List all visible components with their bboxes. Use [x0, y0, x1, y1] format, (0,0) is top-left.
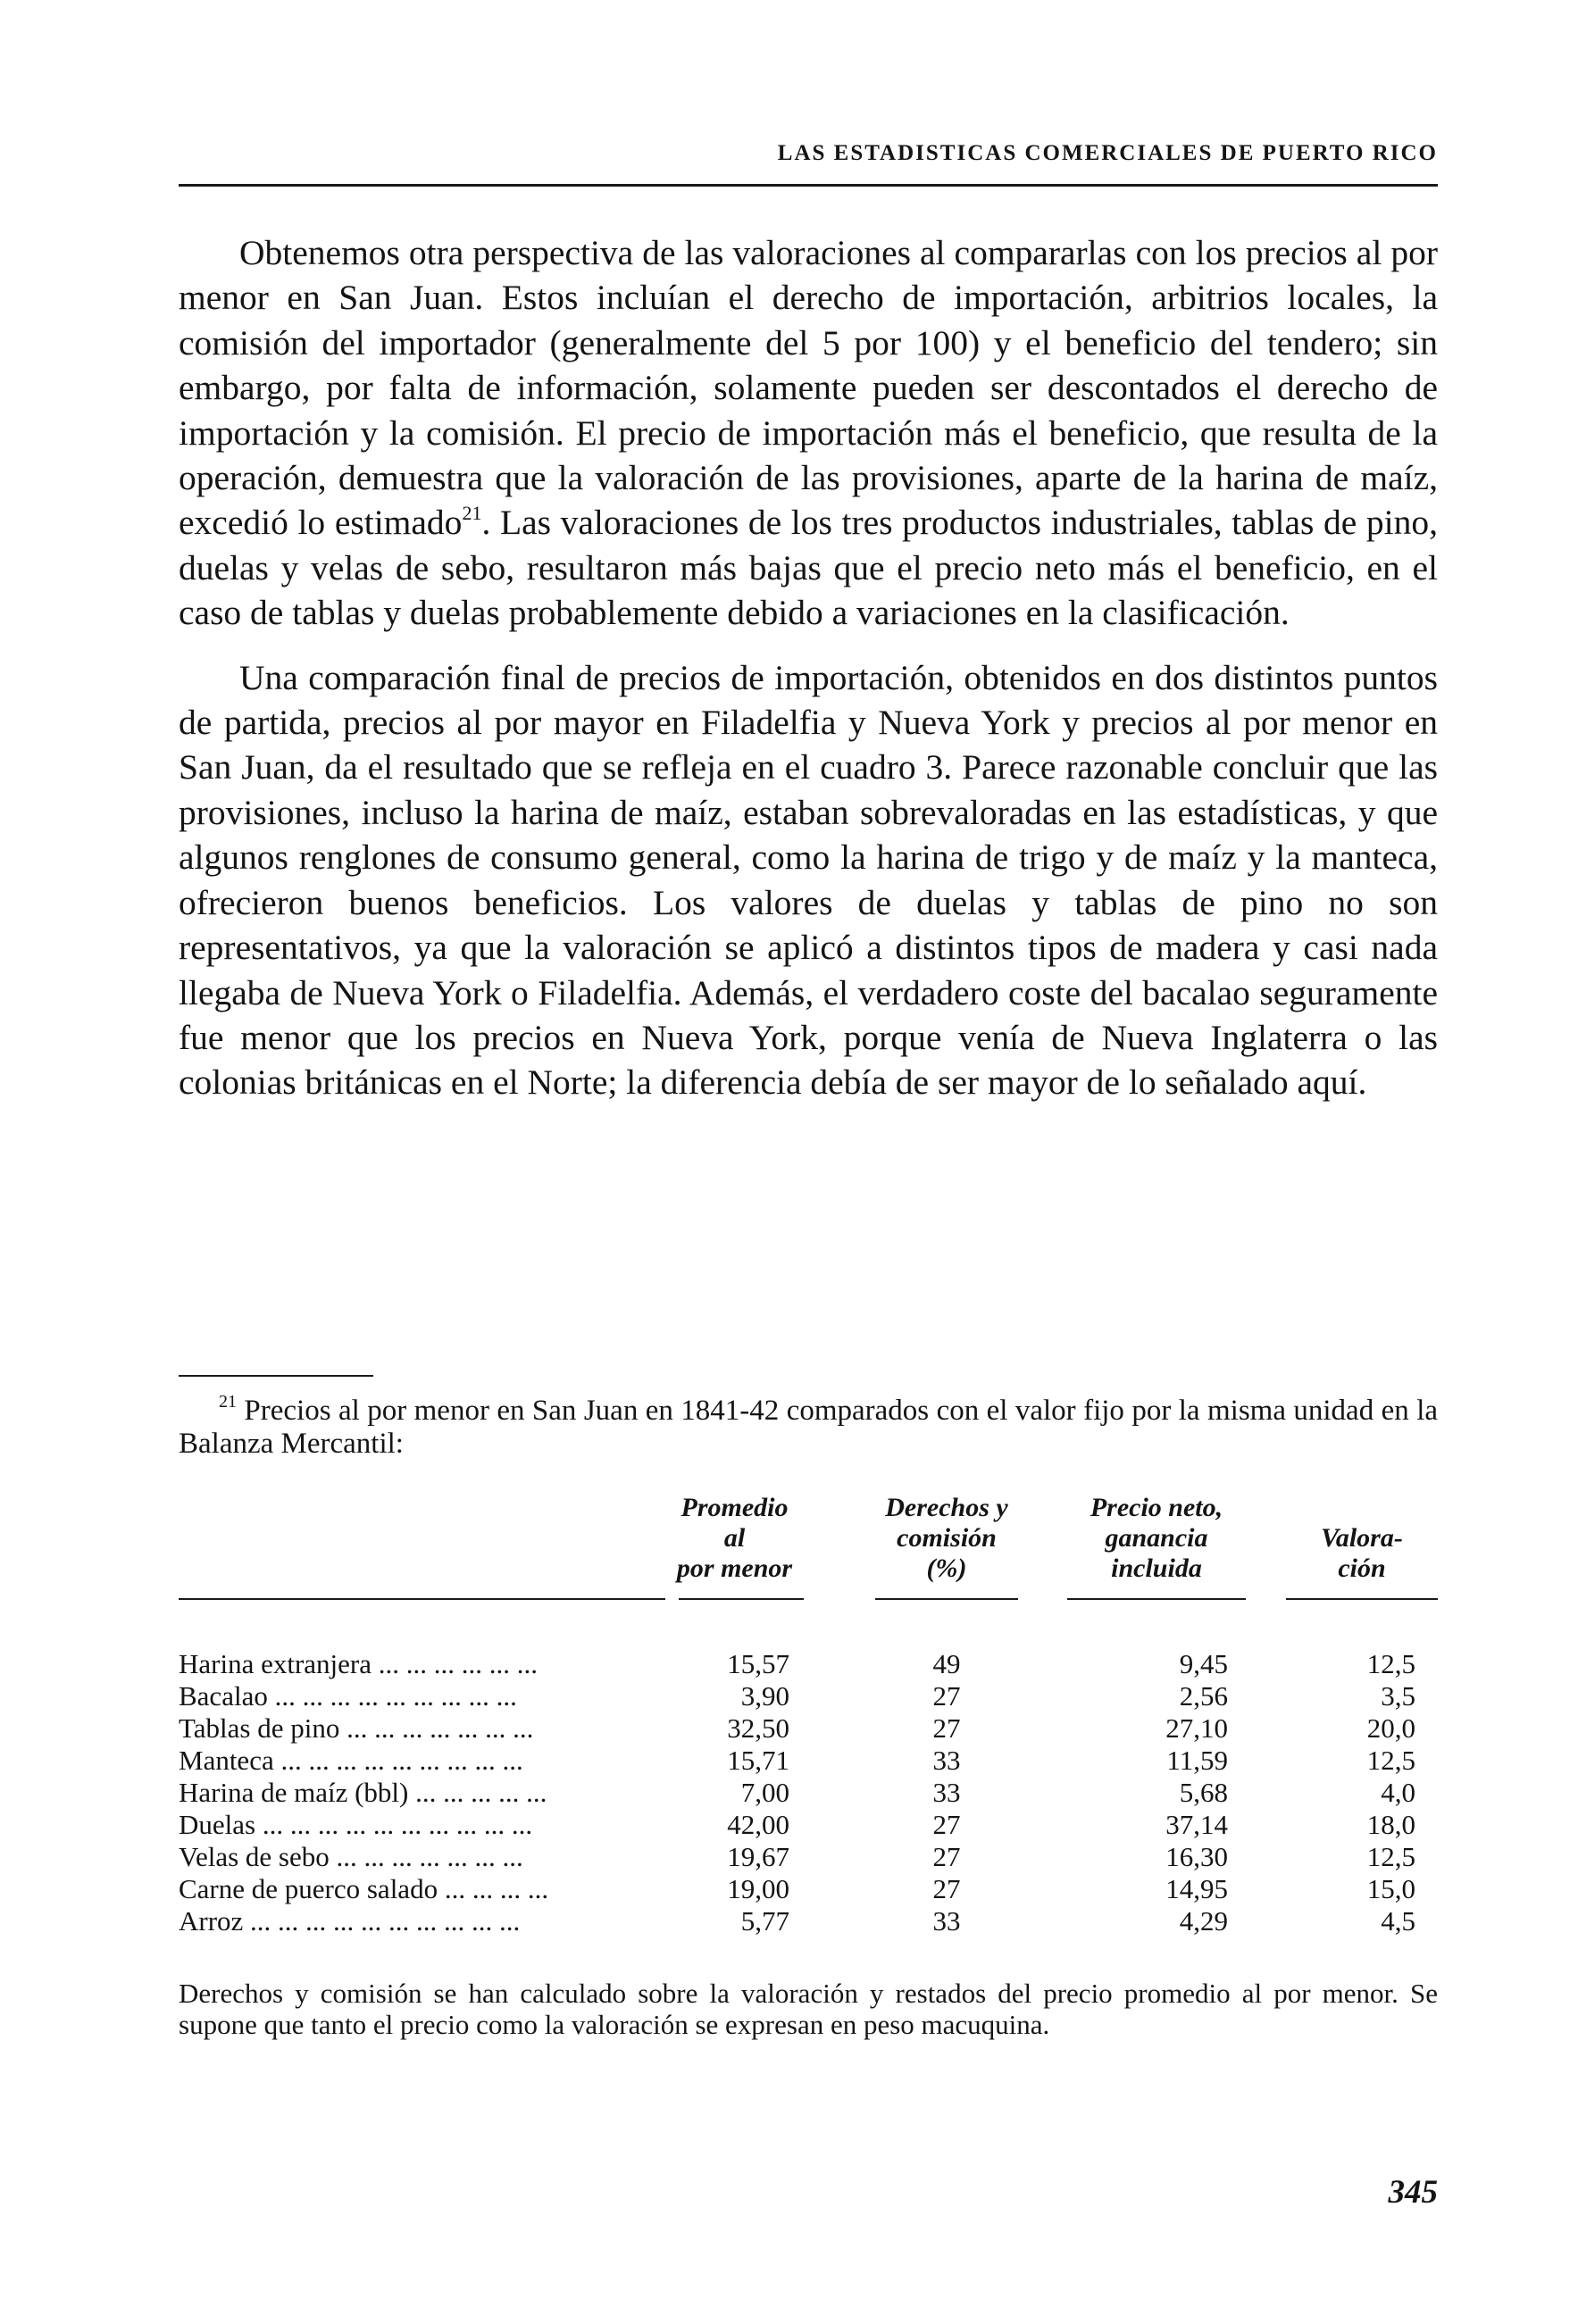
column-header-line: Valora-	[1321, 1523, 1403, 1553]
cell-promedio: 42,00	[727, 1809, 789, 1840]
row-label: Duelas ... ... ... ... ... ... ... ... ... ...	[179, 1809, 533, 1840]
column-header-valoracion	[1286, 1523, 1438, 1584]
row-label: Harina de maíz (bbl) ... ... ... ... ...	[179, 1777, 547, 1808]
cell-precio-neto: 11,59	[1166, 1745, 1228, 1776]
row-label: Carne de puerco salado ... ... ... ...	[179, 1873, 549, 1904]
cell-derechos: 33	[932, 1777, 961, 1808]
cell-derechos: 27	[932, 1680, 961, 1712]
table-row	[179, 1777, 1438, 1809]
cell-valoracion: 12,5	[1366, 1745, 1415, 1776]
column-header-line: Precio neto,	[1090, 1493, 1223, 1522]
cell-precio-neto: 27,10	[1165, 1712, 1228, 1744]
table-row	[179, 1809, 1438, 1841]
cell-promedio: 15,57	[727, 1648, 789, 1679]
cell-derechos: 49	[932, 1648, 961, 1679]
cell-promedio: 19,00	[727, 1873, 789, 1904]
cell-precio-neto: 37,14	[1165, 1809, 1228, 1840]
cell-precio-neto: 16,30	[1165, 1841, 1228, 1872]
footnote-rule	[179, 1375, 373, 1377]
cell-promedio: 5,77	[740, 1905, 789, 1937]
table-row	[179, 1841, 1438, 1873]
column-header-line: (%)	[926, 1553, 967, 1583]
column-header-line: incluida	[1111, 1553, 1202, 1583]
footnote	[179, 1392, 1439, 1461]
table-row	[179, 1712, 1438, 1745]
cell-precio-neto: 5,68	[1179, 1777, 1228, 1808]
page-number: 345	[1388, 2174, 1438, 2211]
running-head: LAS ESTADISTICAS COMERCIALES DE PUERTO RICO	[777, 141, 1438, 165]
cell-promedio: 15,71	[727, 1745, 789, 1776]
cell-valoracion: 4,0	[1381, 1777, 1415, 1808]
paragraph-1-text: Obtenemos otra perspectiva de las valoraciones al compararlas con los precios al por menor en San Juan. Estos incluían el derecho de importación, arbitrios locales, la comisión del importador (generalmente del 5 por 100) y el beneficio del tendero; sin embargo, por falta de información, solamente pueden ser descontados el derecho de importación y la comisión. El precio de importación más el beneficio, que resulta de la operación, demuestra que la valoración de las provisiones, aparte de la harina de maíz, excedió lo estimado	[179, 233, 1438, 543]
column-header-line: Derechos y	[885, 1493, 1008, 1522]
cell-promedio: 32,50	[727, 1712, 789, 1744]
footnote-intro	[179, 1392, 1439, 1461]
cell-derechos: 27	[932, 1809, 961, 1840]
cell-valoracion: 12,5	[1366, 1841, 1415, 1872]
header-rule	[179, 184, 1438, 187]
cell-valoracion: 20,0	[1366, 1712, 1415, 1744]
column-header-line: ción	[1338, 1553, 1386, 1583]
row-label: Harina extranjera ... ... ... ... ... ...	[179, 1648, 539, 1679]
table-rule	[679, 1598, 804, 1600]
cell-precio-neto: 4,29	[1179, 1905, 1228, 1937]
table-row	[179, 1680, 1438, 1712]
row-label: Arroz ... ... ... ... ... ... ... ... ... ...	[179, 1905, 521, 1937]
table-rule	[1286, 1598, 1438, 1600]
row-label: Tablas de pino ... ... ... ... ... ... ...	[179, 1712, 534, 1744]
cell-promedio: 7,00	[740, 1777, 789, 1808]
price-table	[179, 1493, 1438, 1944]
table-rule	[875, 1598, 1018, 1600]
cell-derechos: 27	[932, 1873, 961, 1904]
row-label: Velas de sebo ... ... ... ... ... ... ...	[179, 1841, 523, 1872]
cell-derechos: 27	[932, 1712, 961, 1744]
column-header-line: comisión	[897, 1523, 997, 1553]
main-text	[179, 230, 1438, 1105]
column-header-derechos	[875, 1493, 1018, 1584]
cell-precio-neto: 14,95	[1165, 1873, 1228, 1904]
cell-valoracion: 3,5	[1381, 1680, 1415, 1712]
cell-valoracion: 18,0	[1366, 1809, 1415, 1840]
column-header-line: por menor	[676, 1553, 793, 1583]
cell-derechos: 33	[932, 1745, 961, 1776]
cell-derechos: 33	[932, 1905, 961, 1937]
paragraph-1	[179, 230, 1438, 636]
table-rule	[1067, 1598, 1246, 1600]
paragraph-1-continuation: . Las valoraciones de los tres productos industriales, tablas de pino, duelas y velas de sebo, resultaron más bajas que el precio neto más el beneficio, en el caso de tablas y duelas probablemente debido a variaciones en la clasificación.	[179, 503, 1439, 633]
footnote-reference[interactable]: 21	[462, 502, 482, 525]
cell-promedio: 3,90	[740, 1680, 789, 1712]
table-row	[179, 1745, 1438, 1777]
column-header-line: al	[723, 1523, 746, 1553]
table-row	[179, 1648, 1438, 1680]
cell-precio-neto: 9,45	[1179, 1648, 1228, 1679]
cell-promedio: 19,67	[727, 1841, 789, 1872]
cell-valoracion: 4,5	[1381, 1905, 1415, 1937]
table-row	[179, 1905, 1438, 1937]
cell-derechos: 27	[932, 1841, 961, 1872]
row-label: Bacalao ... ... ... ... ... ... ... ... ...	[179, 1680, 517, 1712]
column-header-line: Promedio	[680, 1493, 789, 1522]
column-header-precio-neto	[1067, 1493, 1246, 1584]
cell-valoracion: 12,5	[1366, 1648, 1415, 1679]
footnote-intro-text: Precios al por menor en San Juan en 1841-42 comparados con el valor fijo por la misma unidad en la Balanza Mercantil:	[179, 1395, 1439, 1460]
table-note: Derechos y comisión se han calculado sobre la valoración y restados del precio promedio al por menor. Se supone que tanto el precio como la valoración se expresan en peso macuquina.	[179, 1978, 1438, 2040]
paragraph-2: Una comparación final de precios de importación, obtenidos en dos distintos puntos de partida, precios al por mayor en Filadelfia y Nueva York y precios al por menor en San Juan, da el resultado que se refleja en el cuadro 3. Parece razonable concluir que las provisiones, incluso la harina de maíz, estaban sobrevaloradas en las estadísticas, y que algunos renglones de consumo general, como la harina de trigo y de maíz y la manteca, ofrecieron buenos beneficios. Los valores de duelas y tablas de pino no son representativos, ya que la valoración se aplicó a distintos tipos de madera y casi nada llegaba de Nueva York o Filadelfia. Además, el verdadero coste del bacalao seguramente fue menor que los precios en Nueva York, porque venía de Nueva Inglaterra o las colonias británicas en el Norte; la diferencia debía de ser mayor de lo señalado aquí.	[179, 657, 1438, 1103]
cell-precio-neto: 2,56	[1179, 1680, 1228, 1712]
row-label: Manteca ... ... ... ... ... ... ... ... ...	[179, 1745, 523, 1776]
table-rule	[179, 1598, 665, 1600]
footnote-number: 21	[219, 1392, 237, 1412]
table-row	[179, 1873, 1438, 1905]
cell-valoracion: 15,0	[1366, 1873, 1415, 1904]
column-header-line: ganancia	[1105, 1523, 1208, 1553]
column-header-promedio	[665, 1493, 804, 1584]
